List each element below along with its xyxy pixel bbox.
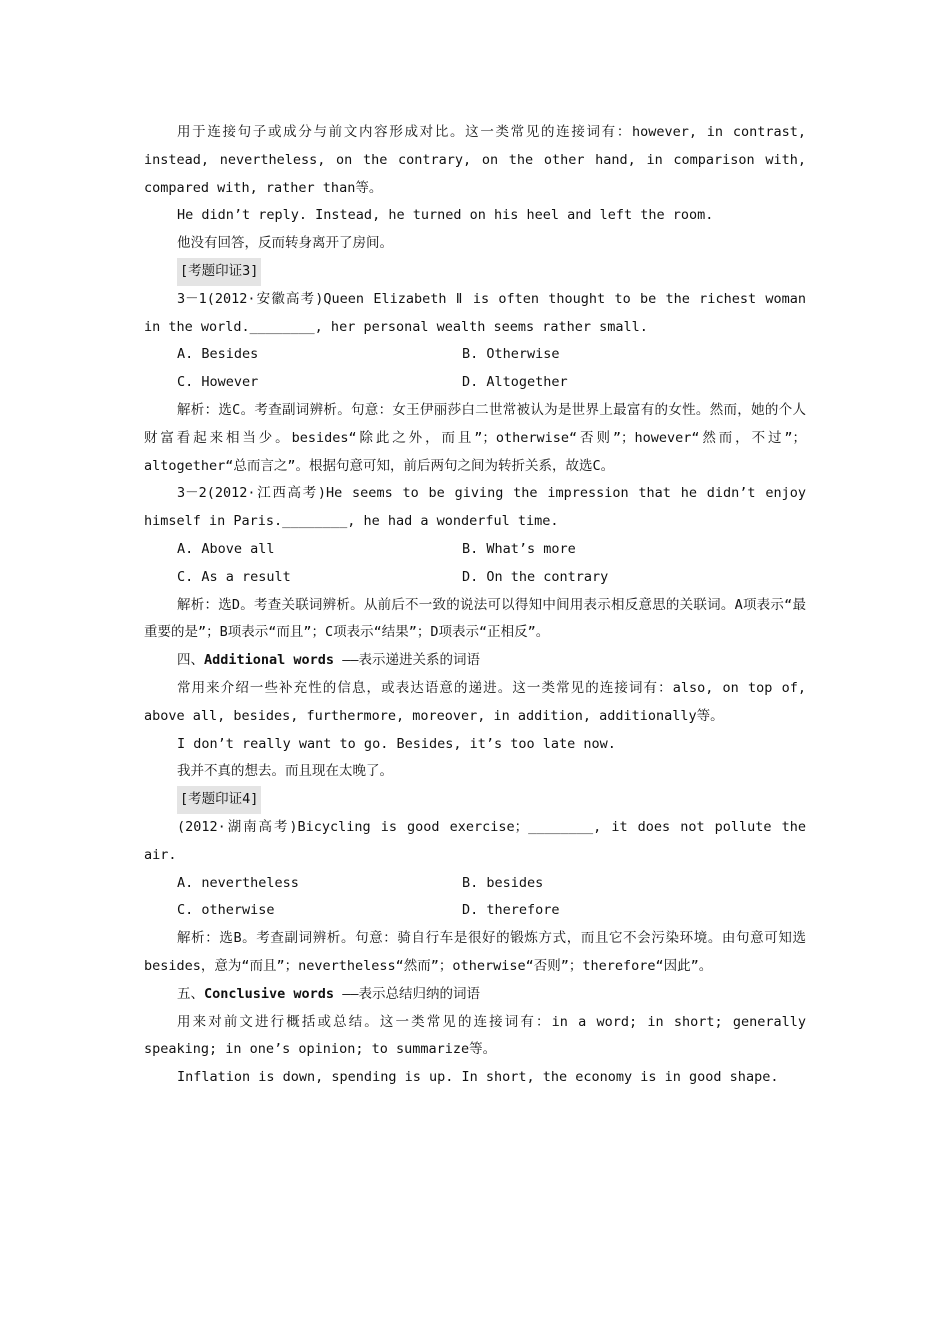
question-3-2-stem: 3－2(2012·江西高考)He seems to be giving the impression that he didn’t enjoy himself in Paris.________, he had a wonderful time. (144, 485, 806, 530)
additional-intro: 常用来介绍一些补充性的信息，或表达语意的递进。这一类常见的连接词有：also, on top of, above all, besides, furthermore, moreover, in addition, additionally等。 (144, 679, 806, 724)
question-3-2-analysis: 解析：选D。考查关联词辨析。从前后不一致的说法可以得知中间用表示相反意思的关联词。A项表示“最重要的是”；B项表示“而且”；C项表示“结果”；D项表示“正相反”。 (144, 596, 806, 641)
option-b: B. Otherwise (462, 346, 560, 363)
section-5-title-en: Conclusive words (204, 985, 335, 1002)
section-4-heading (144, 647, 806, 675)
question-3-2-options-row1 (177, 536, 806, 564)
additional-example-cn: 我并不真的想去。而且现在太晚了。 (177, 763, 393, 780)
question-4-options-row2 (177, 897, 806, 925)
option-d: D. therefore (462, 902, 560, 919)
question-4-stem: (2012·湖南高考)Bicycling is good exercise；________, it does not pollute the air. (144, 818, 806, 863)
exam-tag-4: [考题印证4] (177, 786, 261, 814)
exam-tag-3: [考题印证3] (177, 258, 261, 286)
question-3-1-analysis: 解析：选C。考查副词辨析。句意：女王伊丽莎白二世常被认为是世界上最富有的女性。然而，她的个人财富看起来相当少。besides“除此之外，而且”；otherwise“否则”；however“然而，不过”；altogether“总而言之”。根据句意可知，前后两句之间为转折关系，故选C。 (144, 401, 806, 474)
contrast-intro: 用于连接句子或成分与前文内容形成对比。这一类常见的连接词有：however, in contrast, instead, nevertheless, on the contrary, on the other hand, in comparison with, compared with, rather than等。 (144, 124, 806, 196)
question-3-2-options-row2 (177, 564, 806, 592)
option-b: B. What’s more (462, 540, 576, 557)
option-d: D. On the contrary (462, 568, 609, 585)
conclusive-example-en: Inflation is down, spending is up. In short, the economy is in good shape. (177, 1069, 779, 1086)
contrast-example-cn: 他没有回答，反而转身离开了房间。 (177, 235, 393, 252)
conclusive-intro: 用来对前文进行概括或总结。这一类常见的连接词有：in a word; in short; generally speaking; in one’s opinion; to summarize等。 (144, 1013, 806, 1058)
option-c: C. However (177, 374, 259, 391)
option-d: D. Altogether (462, 374, 568, 391)
option-c: C. As a result (177, 568, 291, 585)
contrast-example-en: He didn’t reply. Instead, he turned on his heel and left the room. (177, 207, 714, 224)
section-4-title-cn: ——表示递进关系的词语 (342, 652, 480, 669)
question-3-1-options-row2 (177, 369, 806, 397)
section-4-title-en: Additional words (204, 652, 335, 669)
question-3-1-stem: 3－1(2012·安徽高考)Queen Elizabeth Ⅱ is often thought to be the richest woman in the world.________, her personal wealth seems rather small. (144, 290, 806, 335)
question-3-1-options-row1 (177, 341, 806, 369)
option-a: A. Besides (177, 346, 259, 363)
section-5-title-cn: ——表示总结归纳的词语 (342, 985, 480, 1002)
document-page (144, 119, 806, 1092)
question-4-analysis: 解析：选B。考查副词辨析。句意：骑自行车是很好的锻炼方式，而且它不会污染环境。由句意可知选besides，意为“而且”；nevertheless“然而”；otherwise“否则”；therefore“因此”。 (144, 930, 806, 974)
section-5-number: 五、 (177, 985, 204, 1002)
option-b: B. besides (462, 874, 544, 891)
question-4-options-row1 (177, 870, 806, 898)
section-5-heading (144, 981, 806, 1009)
option-c: C. otherwise (177, 902, 275, 919)
option-a: A. Above all (177, 540, 275, 557)
option-a: A. nevertheless (177, 874, 299, 891)
additional-example-en: I don’t really want to go. Besides, it’s too late now. (177, 735, 616, 752)
section-4-number: 四、 (177, 652, 204, 669)
